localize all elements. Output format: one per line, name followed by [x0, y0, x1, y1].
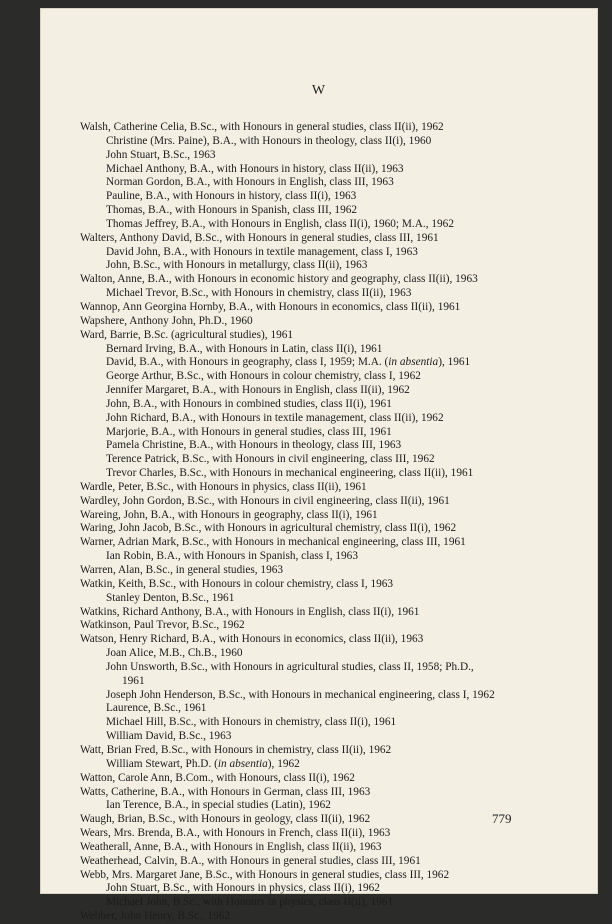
- graduate-sub-entry: John Stuart, B.Sc., 1963: [106, 148, 216, 161]
- graduate-sub-entry: Michael Hill, B.Sc., with Honours in chemistry, class II(i), 1961: [106, 716, 397, 729]
- graduate-sub-entry: Christine (Mrs. Paine), B.A., with Honours in theology, class II(i), 1960: [106, 134, 432, 147]
- graduate-entry: Waugh, Brian, B.Sc., with Honours in geology, class II(ii), 1962: [80, 813, 371, 826]
- graduate-entry: Webb, Mrs. Margaret Jane, B.Sc., with Honours in general studies, class III, 1962: [80, 868, 450, 881]
- graduate-sub-entry: Stanley Denton, B.Sc., 1961: [106, 591, 235, 604]
- graduate-entry: Watkins, Richard Anthony, B.A., with Honours in English, class II(i), 1961: [80, 605, 420, 618]
- graduate-sub-entry: George Arthur, B.Sc., with Honours in colour chemistry, class I, 1962: [106, 370, 421, 383]
- graduate-sub-entry: Norman Gordon, B.A., with Honours in English, class III, 1963: [106, 176, 394, 189]
- graduate-sub-entry: Jennifer Margaret, B.A., with Honours in English, class II(ii), 1962: [106, 384, 410, 397]
- entry-continuation: 1961: [122, 674, 145, 687]
- graduate-sub-entry: Laurence, B.Sc., 1961: [106, 702, 207, 715]
- graduate-entry: Watson, Henry Richard, B.A., with Honours in economics, class II(ii), 1963: [80, 633, 424, 646]
- graduate-sub-entry: John Stuart, B.Sc., with Honours in physics, class II(i), 1962: [106, 882, 380, 895]
- graduate-entry: Weatherall, Anne, B.A., with Honours in English, class II(ii), 1963: [80, 840, 382, 853]
- graduate-entry: Wannop, Ann Georgina Hornby, B.A., with Honours in economics, class II(ii), 1961: [80, 300, 461, 313]
- graduate-entry: Watts, Catherine, B.A., with Honours in German, class III, 1963: [80, 785, 371, 798]
- graduate-sub-entry: David John, B.A., with Honours in textile management, class I, 1963: [106, 245, 418, 258]
- graduate-entry: Watt, Brian Fred, B.Sc., with Honours in chemistry, class II(ii), 1962: [80, 743, 392, 756]
- graduate-list: [80, 121, 560, 924]
- graduate-sub-entry: David, B.A., with Honours in geography, class I, 1959; M.A. (in absentia), 1961: [106, 356, 471, 369]
- graduate-entry: Wears, Mrs. Brenda, B.A., with Honours in French, class II(ii), 1963: [80, 827, 391, 840]
- graduate-sub-entry: Bernard Irving, B.A., with Honours in Latin, class II(i), 1961: [106, 342, 383, 355]
- graduate-sub-entry: Joan Alice, M.B., Ch.B., 1960: [106, 647, 243, 660]
- graduate-entry: Wapshere, Anthony John, Ph.D., 1960: [80, 314, 253, 327]
- graduate-sub-entry: William Stewart, Ph.D. (in absentia), 1962: [106, 757, 300, 770]
- graduate-entry: Watkinson, Paul Trevor, B.Sc., 1962: [80, 619, 245, 632]
- graduate-entry: Weatherhead, Calvin, B.A., with Honours in general studies, class III, 1961: [80, 854, 421, 867]
- graduate-entry: Walsh, Catherine Celia, B.Sc., with Honours in general studies, class II(ii), 1962: [80, 121, 444, 133]
- graduate-entry: Wardley, John Gordon, B.Sc., with Honours in civil engineering, class II(ii), 1961: [80, 494, 450, 507]
- graduate-sub-entry: William David, B.Sc., 1963: [106, 730, 232, 743]
- graduate-entry: Walton, Anne, B.A., with Honours in economic history and geography, class II(ii), 1963: [80, 273, 478, 286]
- in-absentia-italic: in absentia: [388, 356, 439, 369]
- graduate-sub-entry: John Unsworth, B.Sc., with Honours in agricultural studies, class II, 1958; Ph.D.,: [106, 660, 474, 673]
- graduate-sub-entry: Ian Robin, B.A., with Honours in Spanish, class I, 1963: [106, 550, 358, 563]
- graduate-entry: Ward, Barrie, B.Sc. (agricultural studies), 1961: [80, 328, 294, 341]
- graduate-entry: Wardle, Peter, B.Sc., with Honours in physics, class II(ii), 1961: [80, 480, 367, 493]
- graduate-entry: Warner, Adrian Mark, B.Sc., with Honours in mechanical engineering, class III, 1961: [80, 536, 466, 549]
- graduate-sub-entry: Michael Trevor, B.Sc., with Honours in chemistry, class II(ii), 1963: [106, 287, 412, 300]
- graduate-sub-entry: Marjorie, B.A., with Honours in general studies, class III, 1961: [106, 425, 392, 438]
- graduate-sub-entry: Michael Anthony, B.A., with Honours in history, class II(ii), 1963: [106, 162, 404, 175]
- graduate-sub-entry: Joseph John Henderson, B.Sc., with Honours in mechanical engineering, class I, 1962: [106, 688, 495, 701]
- graduate-sub-entry: Trevor Charles, B.Sc., with Honours in mechanical engineering, class II(ii), 1961: [106, 467, 474, 480]
- graduate-sub-entry: Thomas Jeffrey, B.A., with Honours in English, class II(i), 1960; M.A., 1962: [106, 217, 454, 230]
- in-absentia-italic: in absentia: [217, 757, 268, 770]
- graduate-entry: Watkin, Keith, B.Sc., with Honours in colour chemistry, class I, 1963: [80, 577, 394, 590]
- graduate-sub-entry: Michael John, B.Sc., with Honours in physics, class II(ii), 1961: [106, 896, 394, 909]
- graduate-entry: Warren, Alan, B.Sc., in general studies, 1963: [80, 564, 284, 576]
- graduate-entry: Webber, John Henry, B.Sc., 1962: [80, 910, 231, 923]
- graduate-sub-entry: John Richard, B.A., with Honours in textile management, class II(ii), 1962: [106, 411, 444, 424]
- graduate-sub-entry: John, B.A., with Honours in combined studies, class II(i), 1961: [106, 397, 392, 410]
- graduate-sub-entry: John, B.Sc., with Honours in metallurgy, class II(ii), 1963: [106, 259, 368, 272]
- page-sheet: [40, 8, 598, 923]
- section-letter: W: [311, 83, 327, 98]
- graduate-sub-entry: Pamela Christine, B.A., with Honours in theology, class III, 1963: [106, 439, 402, 452]
- graduate-sub-entry: Thomas, B.A., with Honours in Spanish, class III, 1962: [106, 204, 358, 217]
- graduate-entry: Waring, John Jacob, B.Sc., with Honours in agricultural chemistry, class II(i), 1962: [80, 522, 457, 535]
- graduate-entry: Wareing, John, B.A., with Honours in geography, class II(i), 1961: [80, 508, 378, 521]
- graduate-entry: Watton, Carole Ann, B.Com., with Honours, class II(i), 1962: [80, 771, 355, 784]
- graduate-sub-entry: Pauline, B.A., with Honours in history, class II(i), 1963: [106, 190, 357, 203]
- graduate-entry: Walters, Anthony David, B.Sc., with Honours in general studies, class III, 1961: [80, 231, 439, 244]
- graduate-sub-entry: Ian Terence, B.A., in special studies (Latin), 1962: [106, 799, 331, 812]
- page-number: 779: [492, 811, 512, 826]
- graduate-sub-entry: Terence Patrick, B.Sc., with Honours in civil engineering, class III, 1962: [106, 453, 435, 466]
